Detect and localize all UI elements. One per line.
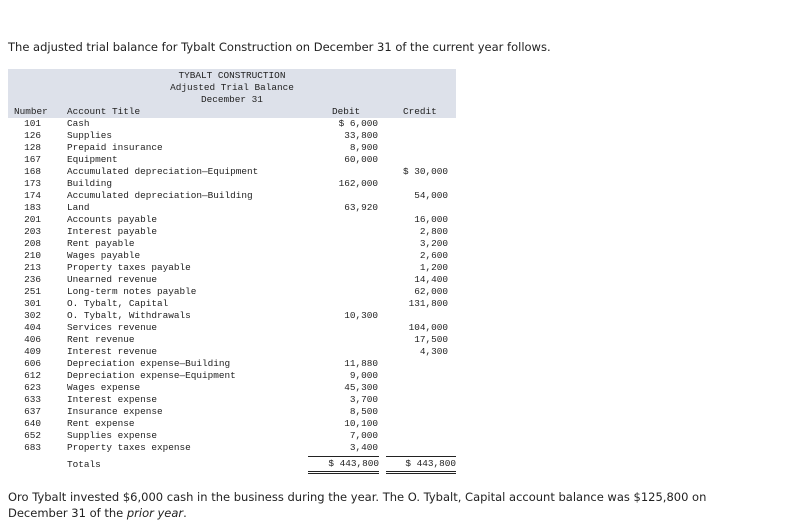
debit-amount: 33,800 [344, 130, 378, 141]
company-name: TYBALT CONSTRUCTION [178, 70, 286, 81]
credit-amount: 3,200 [419, 238, 448, 249]
debit-amount: 11,880 [344, 358, 378, 369]
table-row [8, 430, 456, 442]
intro-text: The adjusted trial balance for Tybalt Construction on December 31 of the current year follows. [8, 40, 551, 54]
account-number: 683 [24, 442, 41, 453]
account-title: Cash [67, 118, 90, 129]
account-title: Accumulated depreciation—Building [67, 190, 253, 201]
account-number: 168 [24, 166, 41, 177]
debit-amount: 8,500 [349, 406, 378, 417]
statement-name: Adjusted Trial Balance [170, 82, 294, 93]
totals-debit: $ 443,800 [308, 456, 379, 474]
table-row [8, 370, 456, 382]
account-number: 101 [24, 118, 41, 129]
table-row [8, 238, 456, 250]
table-row [8, 166, 456, 178]
debit-amount: 10,300 [344, 310, 378, 321]
account-title: Rent revenue [67, 334, 135, 345]
account-number: 210 [24, 250, 41, 261]
account-number: 213 [24, 262, 41, 273]
account-title: Depreciation expense—Building [67, 358, 231, 369]
account-number: 301 [24, 298, 41, 309]
account-number: 167 [24, 154, 41, 165]
account-title: O. Tybalt, Capital [67, 298, 169, 309]
account-number: 174 [24, 190, 41, 201]
account-number: 409 [24, 346, 41, 357]
outro-main: Oro Tybalt invested $6,000 cash in the business during the year. The O. Tybalt, Capital account balance was $125,800 on December 31 of the [8, 490, 707, 520]
table-row [8, 250, 456, 262]
account-title: Land [67, 202, 90, 213]
debit-amount: 60,000 [344, 154, 378, 165]
credit-header: Credit [403, 106, 437, 117]
credit-amount: 54,000 [414, 190, 448, 201]
credit-amount: 1,200 [419, 262, 448, 273]
account-title: Accumulated depreciation—Equipment [67, 166, 259, 177]
debit-amount: 3,400 [349, 442, 378, 453]
table-row [8, 394, 456, 406]
account-title: Equipment [67, 154, 118, 165]
account-title: Interest revenue [67, 346, 158, 357]
account-title: Rent payable [67, 238, 135, 249]
account-title: Supplies expense [67, 430, 158, 441]
account-number: 637 [24, 406, 41, 417]
debit-amount: 162,000 [338, 178, 378, 189]
debit-amount: 63,920 [344, 202, 378, 213]
account-number: 606 [24, 358, 41, 369]
table-row [8, 178, 456, 190]
table-row [8, 418, 456, 430]
debit-amount: 10,100 [344, 418, 378, 429]
account-number: 173 [24, 178, 41, 189]
totals-row [8, 456, 456, 472]
table-row [8, 358, 456, 370]
account-number: 128 [24, 142, 41, 153]
table-row [8, 286, 456, 298]
table-row [8, 442, 456, 454]
table-row [8, 214, 456, 226]
table-row [8, 142, 456, 154]
table-row [8, 322, 456, 334]
table-body [8, 118, 456, 454]
table-row [8, 262, 456, 274]
account-number: 404 [24, 322, 41, 333]
account-title-header: Account Title [67, 106, 141, 117]
account-number: 623 [24, 382, 41, 393]
table-row [8, 154, 456, 166]
account-number: 302 [24, 310, 41, 321]
credit-amount: 16,000 [414, 214, 448, 225]
totals-credit: $ 443,800 [386, 456, 456, 474]
account-title: Depreciation expense—Equipment [67, 370, 236, 381]
debit-amount: 3,700 [349, 394, 378, 405]
account-title: Interest expense [67, 394, 158, 405]
account-number: 126 [24, 130, 41, 141]
outro-end: . [183, 506, 187, 520]
credit-amount: 2,800 [419, 226, 448, 237]
account-title: O. Tybalt, Withdrawals [67, 310, 191, 321]
account-title: Accounts payable [67, 214, 158, 225]
debit-amount: 7,000 [349, 430, 378, 441]
trial-balance-table [8, 69, 456, 472]
credit-amount: 131,800 [408, 298, 448, 309]
table-row [8, 334, 456, 346]
account-number: 208 [24, 238, 41, 249]
account-title: Supplies [67, 130, 113, 141]
account-title: Wages expense [67, 382, 141, 393]
debit-amount: 8,900 [349, 142, 378, 153]
account-number: 633 [24, 394, 41, 405]
account-number: 236 [24, 274, 41, 285]
credit-amount: 104,000 [408, 322, 448, 333]
account-number: 652 [24, 430, 41, 441]
outro-text [8, 489, 768, 521]
account-number: 251 [24, 286, 41, 297]
account-title: Property taxes payable [67, 262, 191, 273]
account-title: Interest payable [67, 226, 158, 237]
credit-amount: 2,600 [419, 250, 448, 261]
account-title: Unearned revenue [67, 274, 158, 285]
totals-label: Totals [67, 459, 101, 470]
account-number: 201 [24, 214, 41, 225]
table-row [8, 298, 456, 310]
statement-date: December 31 [201, 94, 263, 105]
account-number: 640 [24, 418, 41, 429]
credit-amount: 4,300 [419, 346, 448, 357]
account-number: 203 [24, 226, 41, 237]
account-number: 612 [24, 370, 41, 381]
table-title [8, 70, 456, 106]
table-row [8, 310, 456, 322]
account-title: Wages payable [67, 250, 141, 261]
debit-amount: $ 6,000 [338, 118, 378, 129]
debit-header: Debit [332, 106, 361, 117]
table-row [8, 346, 456, 358]
account-number: 183 [24, 202, 41, 213]
credit-amount: 14,400 [414, 274, 448, 285]
account-title: Rent expense [67, 418, 135, 429]
table-row [8, 202, 456, 214]
account-title: Prepaid insurance [67, 142, 163, 153]
number-header: Number [14, 106, 48, 117]
table-row [8, 382, 456, 394]
account-title: Building [67, 178, 113, 189]
outro-emphasis: prior year [126, 506, 184, 520]
credit-amount: 62,000 [414, 286, 448, 297]
table-row [8, 190, 456, 202]
credit-amount: $ 30,000 [402, 166, 448, 177]
account-title: Long-term notes payable [67, 286, 197, 297]
account-title: Services revenue [67, 322, 158, 333]
table-row [8, 226, 456, 238]
account-number: 406 [24, 334, 41, 345]
table-header [8, 69, 456, 118]
table-row [8, 118, 456, 130]
debit-amount: 9,000 [349, 370, 378, 381]
account-title: Property taxes expense [67, 442, 191, 453]
debit-amount: 45,300 [344, 382, 378, 393]
table-row [8, 274, 456, 286]
credit-amount: 17,500 [414, 334, 448, 345]
account-title: Insurance expense [67, 406, 163, 417]
table-row [8, 130, 456, 142]
table-row [8, 406, 456, 418]
